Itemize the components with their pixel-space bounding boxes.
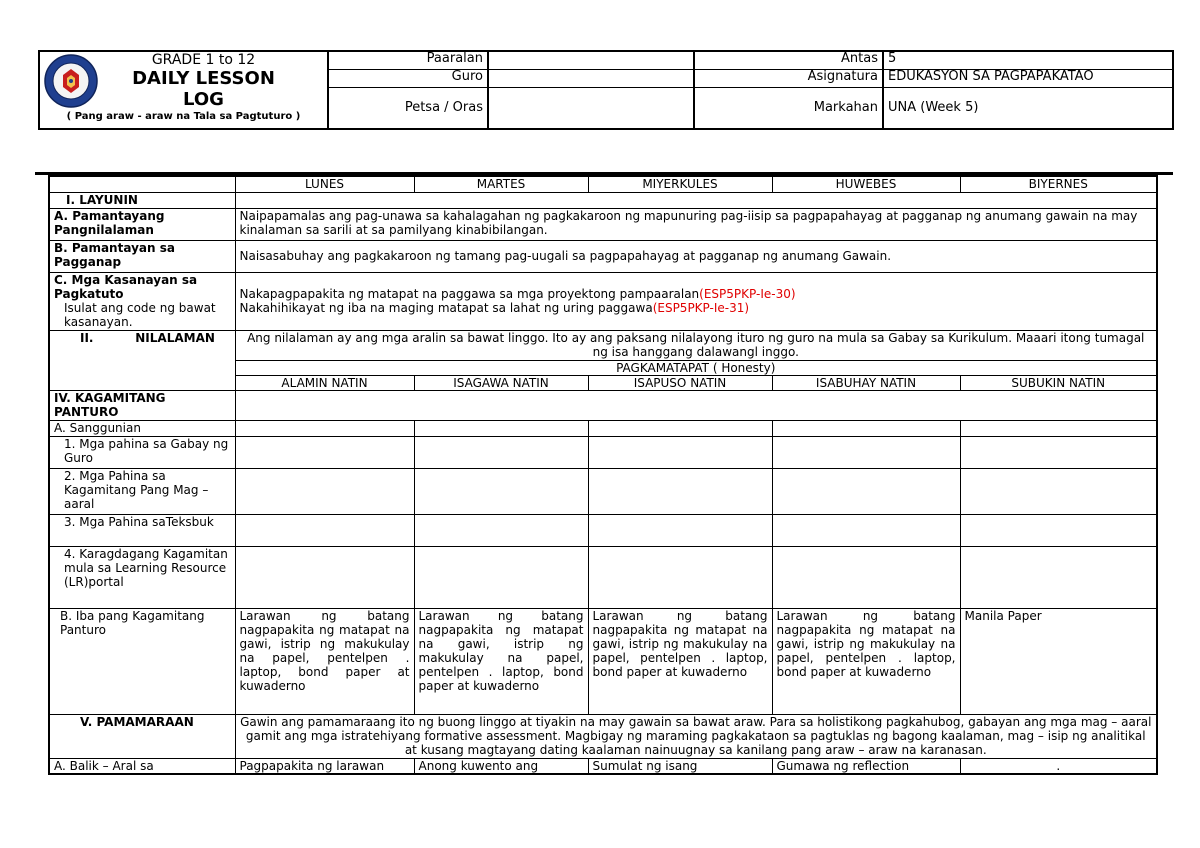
teksbuk-label: 3. Mga Pahina saTeksbuk	[49, 514, 235, 546]
nilalaman-text: Ang nilalaman ay ang mga aralin sa bawat linggo. Ito ay ang paksang nilalayong ituro ng guro na mula sa Gabay sa Kurikulum. Maaari itong tumagal ng isa hanggang dalawangl inggo.	[235, 330, 1157, 360]
day-martes: MARTES	[414, 176, 588, 192]
antas-label: Antas	[694, 51, 883, 69]
header-table	[38, 50, 1174, 130]
iba-martes: Larawan ng batang nagpapakita ng matapat na gawi, istrip ng makukulay na papel, pentelpen . laptop, bond paper at kuwaderno	[414, 608, 588, 714]
day-miyerkules: MIYERKULES	[588, 176, 772, 192]
pagganap-text: Naisasabuhay ang pagkakaroon ng tamang pag-uugali sa pagpapahayag at pagganap ng anumang Gawain.	[235, 240, 1157, 272]
balik-biyernes: .	[960, 758, 1157, 774]
natin-isagawa: ISAGAWA NATIN	[414, 375, 588, 390]
pamamaraan-label: V. PAMAMARAAN	[49, 714, 235, 758]
gabay-label: 1. Mga pahina sa Gabay ng Guro	[49, 436, 235, 468]
iba-biyernes: Manila Paper	[960, 608, 1157, 714]
guro-label: Guro	[328, 69, 488, 87]
header-title-cell	[39, 51, 328, 129]
day-biyernes: BIYERNES	[960, 176, 1157, 192]
pamantayang-label: A. Pamantayang Pangnilalaman	[49, 208, 235, 240]
asignatura-value: EDUKASYON SA PAGPAPAKATAO	[883, 69, 1173, 87]
iba-huwebes: Larawan ng batang nagpapakita ng matapat na gawi, istrip ng makukulay na papel, pentelpen . laptop, bond paper at kuwaderno	[772, 608, 960, 714]
paaralan-value	[488, 51, 694, 69]
iba-miyerkules: Larawan ng batang nagpapakita ng matapat na gawi, istrip ng makukulay na papel, pentelpen . laptop, bond paper at kuwaderno	[588, 608, 772, 714]
kasanayan-line2: Nakahihikayat ng iba na maging matapat sa lahat ng uring paggawa	[239, 301, 653, 315]
pagkamatapat-text: PAGKAMATAPAT ( Honesty)	[235, 360, 1157, 375]
balik-label: A. Balik – Aral sa	[49, 758, 235, 774]
kasanayan-code2: (ESP5PKP-Ie-31)	[652, 301, 750, 315]
pamantayang-text: Naipapamalas ang pag-unawa sa kahalagahan ng pagkakaroon ng mapunuring pag-iisip sa pagpapahayag at pagganap ng anumang gawain na may kinalaman sa sarili at sa pamilyang kinabibilangan.	[235, 208, 1157, 240]
petsa-label: Petsa / Oras	[328, 87, 488, 129]
day-lunes: LUNES	[235, 176, 414, 192]
markahan-label: Markahan	[694, 87, 883, 129]
antas-value: 5	[883, 51, 1173, 69]
natin-subukin: SUBUKIN NATIN	[960, 375, 1157, 390]
petsa-value	[488, 87, 694, 129]
day-huwebes: HUWEBES	[772, 176, 960, 192]
kasanayan-label: C. Mga Kasanayan sa Pagkatuto	[54, 272, 198, 301]
kagamitan-label: IV. KAGAMITANG PANTURO	[49, 390, 235, 420]
title-line1: DAILY LESSON	[132, 68, 275, 89]
balik-huwebes: Gumawa ng reflection	[772, 758, 960, 774]
kasanayan-text	[235, 272, 1157, 330]
kasanayan-line1: Nakapagpapakita ng matapat na paggawa sa mga proyektong pampaaralan	[239, 287, 700, 301]
lesson-table	[48, 175, 1158, 775]
grade-text: GRADE 1 to 12	[151, 52, 256, 68]
kasanayan-cell	[49, 272, 235, 330]
title-line2: LOG	[183, 89, 224, 110]
balik-martes: Anong kuwento ang	[414, 758, 588, 774]
natin-isapuso: ISAPUSO NATIN	[588, 375, 772, 390]
markahan-value: UNA (Week 5)	[883, 87, 1173, 129]
balik-miyerkules: Sumulat ng isang	[588, 758, 772, 774]
kasanayan-note: Isulat ang code ng bawat kasanayan.	[64, 300, 216, 329]
asignatura-label: Asignatura	[694, 69, 883, 87]
karagdagang-label: 4. Karagdagang Kagamitan mula sa Learning Resource (LR)portal	[49, 546, 235, 608]
pamamaraan-text: Gawin ang pamamaraang ito ng buong linggo at tiyakin na may gawain sa bawat araw. Para sa holistikong pagkahubog, gabayan ang mga mag – aaral gamit ang mga istratehiyang formative assessment. Magbigay ng maraming pagkakataon sa pagtuklas ng bagong kaalaman, mag – isip ng analitikal at kusang magtayang dating kaalaman nainuugnay sa kanilang pang araw – araw na karanasan.	[235, 714, 1157, 758]
iba-label: B. Iba pang Kagamitang Panturo	[49, 608, 235, 714]
iba-lunes: Larawan ng batang nagpapakita ng matapat na gawi, istrip ng makukulay na papel, pentelpen . laptop, bond paper at kuwaderno	[235, 608, 414, 714]
nilalaman-label: II. NILALAMAN	[49, 330, 235, 390]
pagganap-label: B. Pamantayan sa Pagganap	[49, 240, 235, 272]
natin-isabuhay: ISABUHAY NATIN	[772, 375, 960, 390]
sanggunian-label: A. Sanggunian	[49, 420, 235, 436]
days-row	[49, 176, 1157, 192]
balik-lunes: Pagpapakita ng larawan	[235, 758, 414, 774]
pahina-label: 2. Mga Pahina sa Kagamitang Pang Mag –aaral	[49, 468, 235, 514]
layunin-label: I. LAYUNIN	[49, 192, 235, 208]
paaralan-label: Paaralan	[328, 51, 488, 69]
guro-value	[488, 69, 694, 87]
subtitle-text: ( Pang araw - araw na Tala sa Pagtuturo )	[66, 111, 301, 122]
kasanayan-code1: (ESP5PKP-Ie-30)	[699, 287, 796, 301]
natin-alamin: ALAMIN NATIN	[235, 375, 414, 390]
